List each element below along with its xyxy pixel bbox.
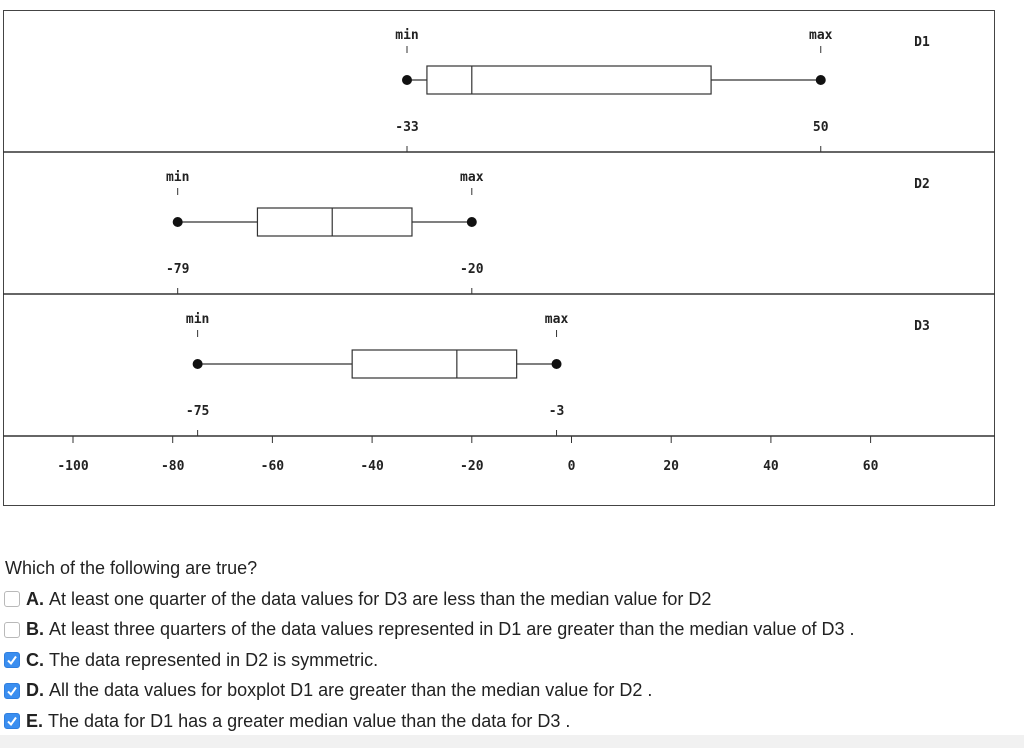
- axis-tick-label: 60: [862, 459, 879, 474]
- max-label: max: [460, 170, 484, 185]
- max-point: [552, 359, 562, 369]
- min-point: [193, 359, 203, 369]
- series-name: D2: [914, 177, 930, 192]
- min-point: [173, 217, 183, 227]
- series-name: D3: [914, 319, 930, 334]
- max-label: max: [544, 312, 569, 327]
- axis-tick-label: 40: [763, 459, 779, 474]
- bottom-band: [0, 735, 1024, 748]
- checkbox-a[interactable]: [4, 591, 20, 607]
- min-label: min: [185, 312, 210, 327]
- max-value-label: 50: [812, 120, 829, 135]
- checkbox-d[interactable]: [4, 683, 20, 699]
- checkbox-c[interactable]: [4, 652, 20, 668]
- option-d-text: All the data values for boxplot D1 are greater than the median value for D2 .: [49, 680, 653, 701]
- check-icon: [6, 685, 18, 697]
- max-value-label: -20: [460, 262, 484, 277]
- axis-tick-label: -100: [57, 459, 89, 474]
- option-d-letter: D.: [26, 680, 44, 701]
- option-a-text: At least one quarter of the data values for D3 are less than the median value for D2: [49, 588, 712, 609]
- min-label: min: [395, 28, 419, 43]
- check-icon: [6, 654, 18, 666]
- max-point: [816, 75, 826, 85]
- max-value-label: -3: [548, 404, 565, 419]
- series-name: D1: [914, 35, 930, 50]
- axis-tick-label: -60: [260, 459, 285, 474]
- box-iqr: [352, 350, 517, 378]
- option-a-letter: A.: [26, 588, 44, 609]
- axis-tick-label: -40: [360, 459, 384, 474]
- boxplot-svg: [3, 10, 995, 506]
- min-value-label: -33: [395, 120, 419, 135]
- question-prompt: Which of the following are true?: [5, 558, 258, 578]
- option-b-text: At least three quarters of the data values represented in D1 are greater than the median value of D3 .: [49, 619, 855, 640]
- boxplot-chart: [3, 10, 995, 506]
- check-icon: [6, 715, 18, 727]
- option-c-text: The data represented in D2 is symmetric.: [49, 649, 379, 670]
- answer-options: [4, 584, 1024, 737]
- axis-tick-label: 20: [663, 459, 680, 474]
- option-c[interactable]: [4, 645, 1024, 676]
- option-e[interactable]: [4, 706, 1024, 737]
- max-point: [467, 217, 477, 227]
- min-label: min: [165, 170, 190, 185]
- option-a[interactable]: [4, 584, 1024, 615]
- axis-tick-label: -20: [460, 459, 484, 474]
- max-label: max: [809, 28, 833, 43]
- checkbox-b[interactable]: [4, 622, 20, 638]
- option-c-letter: C.: [26, 649, 44, 670]
- min-point: [402, 75, 412, 85]
- box-iqr: [257, 208, 412, 236]
- checkbox-e[interactable]: [4, 713, 20, 729]
- option-b[interactable]: [4, 615, 1024, 646]
- min-value-label: -79: [165, 262, 190, 277]
- option-b-letter: B.: [26, 619, 44, 640]
- box-iqr: [427, 66, 711, 94]
- axis-tick-label: 0: [567, 459, 576, 474]
- option-e-letter: E.: [26, 710, 44, 731]
- option-e-text: The data for D1 has a greater median value than the data for D3 .: [48, 710, 571, 731]
- min-value-label: -75: [185, 404, 210, 419]
- option-d[interactable]: [4, 676, 1024, 707]
- axis-tick-label: -80: [160, 459, 185, 474]
